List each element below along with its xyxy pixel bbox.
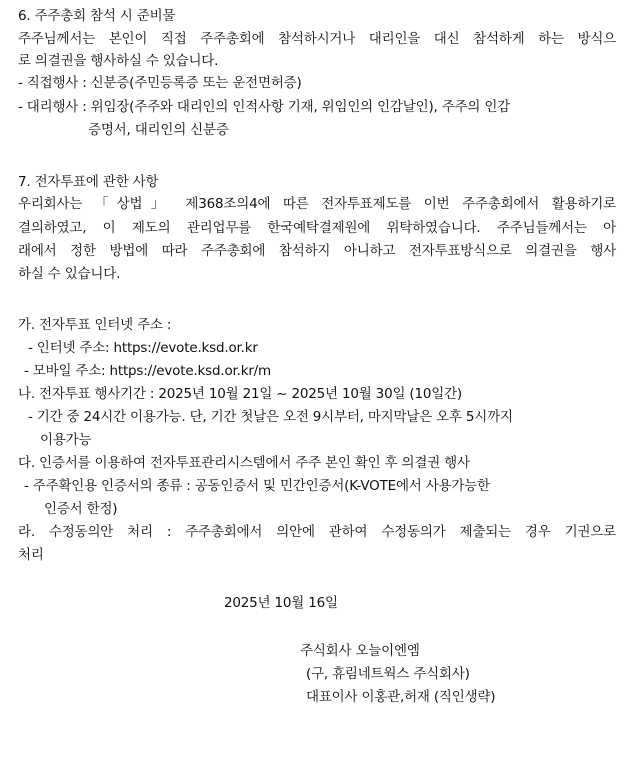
- item-na-voting-period: 나. 전자투표 행사기간 : 2025년 10월 21일 ~ 2025년 10월 30일 (10일간): [18, 386, 462, 402]
- voting-period-note: - 기간 중 24시간 이용가능. 단, 기간 첫날은 오전 9시부터, 마지막날은 오후 5시까지: [28, 409, 513, 425]
- direct-exercise-item: - 직접행사 : 신분증(주민등록증 또는 운전면허증): [18, 75, 302, 91]
- internet-address: - 인터넷 주소: https://evote.ksd.or.kr: [28, 340, 258, 356]
- ceo-signature: 대표이사 이홍관,허재 (직인생략): [306, 689, 496, 705]
- section-7-heading: 7. 전자투표에 관한 사항: [18, 174, 159, 190]
- certificate-types: - 주주확인용 인증서의 종류 : 공동인증서 및 민간인증서(K-VOTE에서 사용가능한: [24, 478, 490, 494]
- notice-date: 2025년 10월 16일: [224, 595, 338, 611]
- section-6-text-line-2: 로 의결권을 행사하실 수 있습니다.: [18, 53, 219, 69]
- mobile-address: - 모바일 주소: https://evote.ksd.or.kr/m: [24, 363, 271, 379]
- item-ra-amendment: 라. 수정동의안 처리 : 주주총회에서 의안에 관하여 수정동의가 제출되는 경우 기권으로: [18, 524, 616, 540]
- proxy-exercise-item-continued: 증명서, 대리인의 신분증: [88, 122, 229, 138]
- section-7-para-line-2: 결의하였고, 이 제도의 관리업무를 한국예탁결제원에 위탁하였습니다. 주주님들께서는 아: [18, 220, 616, 236]
- item-ga-evote-address: 가. 전자투표 인터넷 주소 :: [18, 317, 172, 333]
- company-name: 주식회사 오늘이엔엠: [300, 643, 420, 659]
- voting-period-note-continued: 이용가능: [40, 432, 92, 448]
- section-7-para-line-4: 하실 수 있습니다.: [18, 266, 121, 282]
- section-7-para-line-3: 래에서 정한 방법에 따라 주주총회에 참석하지 아니하고 전자투표방식으로 의결권을 행사: [18, 243, 616, 259]
- section-7-para-line-1: 우리회사는 「상법」 제368조의4에 따른 전자투표제도를 이번 주주총회에서 활용하기로: [18, 196, 616, 212]
- item-ra-amendment-continued: 처리: [18, 547, 44, 563]
- former-company-name: (구, 휴림네트웍스 주식회사): [306, 666, 470, 682]
- proxy-exercise-item: - 대리행사 : 위임장(주주와 대리인의 인적사항 기재, 위임인의 인감날인), 주주의 인감: [18, 99, 511, 115]
- section-6-text-line-1: 주주님께서는 본인이 직접 주주총회에 참석하시거나 대리인을 대신 참석하게 하는 방식으: [18, 31, 616, 47]
- section-6-heading: 6. 주주총회 참석 시 준비물: [18, 8, 176, 24]
- certificate-types-continued: 인증서 한정): [44, 501, 118, 517]
- item-da-certificate: 다. 인증서를 이용하여 전자투표관리시스템에서 주주 본인 확인 후 의결권 행사: [18, 455, 470, 471]
